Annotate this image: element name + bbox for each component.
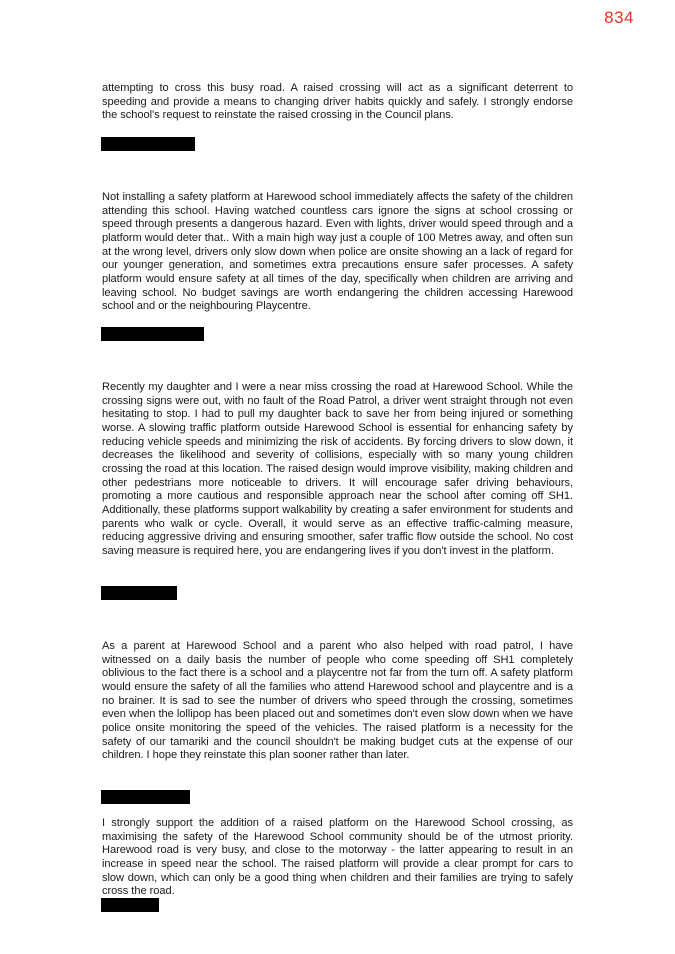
redacted-name-4	[101, 790, 190, 804]
submission-text-4: As a parent at Harewood School and a parent who also helped with road patrol, I have witnessed on a daily basis the number of people who come speeding off SH1 completely oblivious to the fact there is a school and a playcentre not far from the turn off. A safety platform would ensure the safety of all the families who attend Harewood school and playcentre and is a no brainer. It is sad to see the number of drivers who speed through the crossing, sometimes even when the lollipop has been placed out and sometimes don't even slow down when we have police onsite monitoring the speed of the vehicles. The raised platform is a necessity for the safety of our tamariki and the council shouldn't be making budget cuts at the expense of our children. I hope they reinstate this plan sooner rather than later.	[102, 640, 573, 762]
submission-text-2: Not installing a safety platform at Harewood school immediately affects the safety of the children attending this school. Having watched countless cars ignore the signs at school crossing or speed through presents a dangerous hazard. Even with lights, driver would speed through and a platform would deter that.. With a main high way just a couple of 100 Metres away, and often sun at the wrong level, drivers only slow down when police are onsite showing an a lack of regard for our younger generation, and sometimes extra precautions ensure safer processes. A safety platform would ensure safety at all times of the day, specifically when children are arriving and leaving school. No budget savings are worth endangering the children accessing Harewood school and or the neighbouring Playcentre.	[102, 191, 573, 313]
submission-text-5: I strongly support the addition of a raised platform on the Harewood School crossing, as maximising the safety of the Harewood School community should be of the utmost priority. Harewood road is very busy, and close to the motorway - the latter appearing to result in an increase in speed near the school. The raised platform will provide a clear prompt for cars to slow down, which can only be a good thing when children and their families are trying to safely cross the road.	[102, 817, 573, 898]
redacted-name-1	[101, 137, 195, 151]
redacted-name-5	[101, 898, 159, 912]
redacted-name-3	[101, 586, 177, 600]
redacted-name-2	[101, 327, 204, 341]
page-number: 834	[604, 8, 634, 27]
submission-text-3: Recently my daughter and I were a near miss crossing the road at Harewood School. While the crossing signs were out, with no fault of the Road Patrol, a driver went straight through not even hesitating to stop. I had to pull my daughter back to save her from being injured or something worse. A slowing traffic platform outside Harewood School is essential for enhancing safety by reducing vehicle speeds and minimizing the risk of accidents. By forcing drivers to slow down, it decreases the likelihood and severity of collisions, especially with so many young children crossing the road at this location. The raised design would improve visibility, making children and other pedestrians more noticeable to drivers. It will encourage safer driving behaviours, promoting a more cautious and responsible approach near the school after coming off SH1. Additionally, these platforms support walkability by creating a safer environment for students and parents who walk or cycle. Overall, it would serve as an effective traffic-calming measure, reducing aggressive driving and ensuring smoother, safer traffic flow outside the school. No cost saving measure is required here, you are endangering lives if you don't invest in the platform.	[102, 381, 573, 557]
submission-text-1: attempting to cross this busy road. A raised crossing will act as a significant deterrent to speeding and provide a means to changing driver habits quickly and safely. I strongly endorse the school's request to reinstate the raised crossing in the Council plans.	[102, 82, 573, 122]
